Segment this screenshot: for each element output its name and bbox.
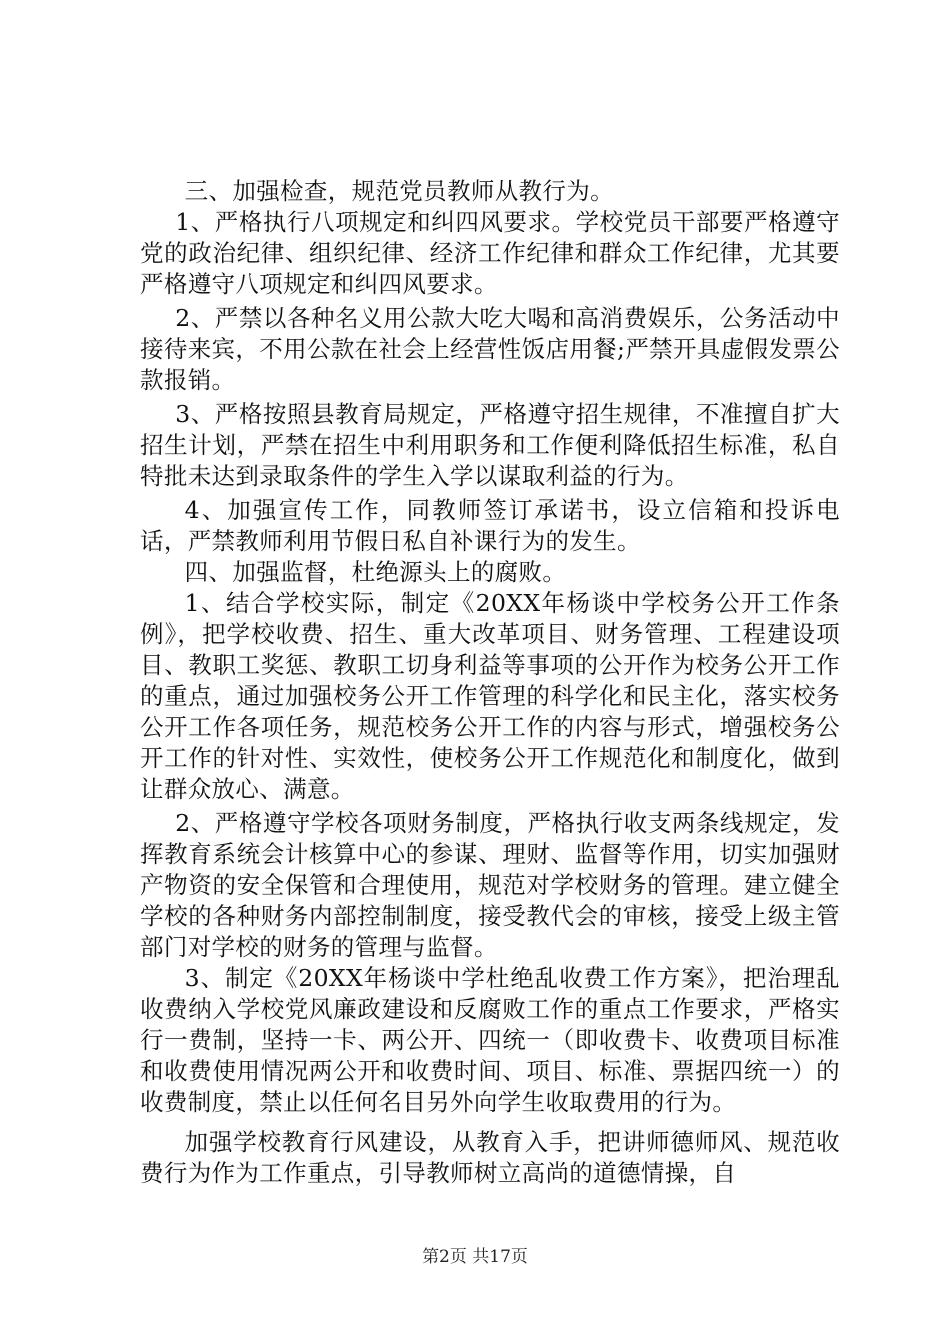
paragraph-item: 3、制定《20XX年杨谈中学杜绝乱收费工作方案》，把治理乱收费纳入学校党风廉政建设和反腐败工作的重点工作要求，严格实行一费制，坚持一卡、两公开、四统一（即收费卡、收费项目标准和收费使用情况两公开和收费时间、项目、标准、票据四统一）的收费制度，禁止以任何名目另外向学生收取费用的行为。: [140, 964, 840, 1116]
section-heading-4: 四、加强监督，杜绝源头上的腐败。: [184, 558, 567, 586]
paragraph-item: 加强学校教育行风建设，从教育入手，把讲师德师风、规范收费行为作为工作重点，引导教师树立高尚的道德情操，自: [140, 1128, 840, 1187]
paragraph-item: 3、严格按照县教育局规定，严格遵守招生规律，不准擅自扩大招生计划，严禁在招生中利用职务和工作便利降低招生标准，私自特批未达到录取条件的学生入学以谋取利益的行为。: [140, 400, 840, 490]
page-footer: 第2页 共17页: [422, 1247, 528, 1267]
paragraph-item: 1、结合学校实际，制定《20XX年杨谈中学校务公开工作条例》，把学校收费、招生、重大改革项目、财务管理、工程建设项目、教职工奖惩、教职工切身利益等事项的公开作为校务公开工作的重点，通过加强校务公开工作管理的科学化和民主化，落实校务公开工作各项任务，规范校务公开工作的内容与形式，增强校务公开工作的针对性、实效性，使校务公开工作规范化和制度化，做到让群众放心、满意。: [140, 589, 840, 803]
paragraph-item: 4、加强宣传工作，同教师签订承诺书，设立信箱和投诉电话，严禁教师利用节假日私自补课行为的发生。: [140, 496, 840, 555]
section-heading-3: 三、加强检查，规范党员教师从教行为。: [184, 177, 614, 205]
paragraph-item: 1、严格执行八项规定和纠四风要求。学校党员干部要严格遵守党的政治纪律、组织纪律、经济工作纪律和群众工作纪律，尤其要严格遵守八项规定和纠四风要求。: [140, 208, 840, 298]
paragraph-item: 2、严格遵守学校各项财务制度，严格执行收支两条线规定，发挥教育系统会计核算中心的参谋、理财、监督等作用，切实加强财产物资的安全保管和合理使用，规范对学校财务的管理。建立健全学校的各种财务内部控制制度，接受教代会的审核，接受上级主管部门对学校的财务的管理与监督。: [140, 809, 840, 961]
document-body: [140, 176, 840, 1189]
paragraph-item: 2、严禁以各种名义用公款大吃大喝和高消费娱乐，公务活动中接待来宾，不用公款在社会上经营性饭店用餐;严禁开具虚假发票公款报销。: [140, 304, 840, 394]
